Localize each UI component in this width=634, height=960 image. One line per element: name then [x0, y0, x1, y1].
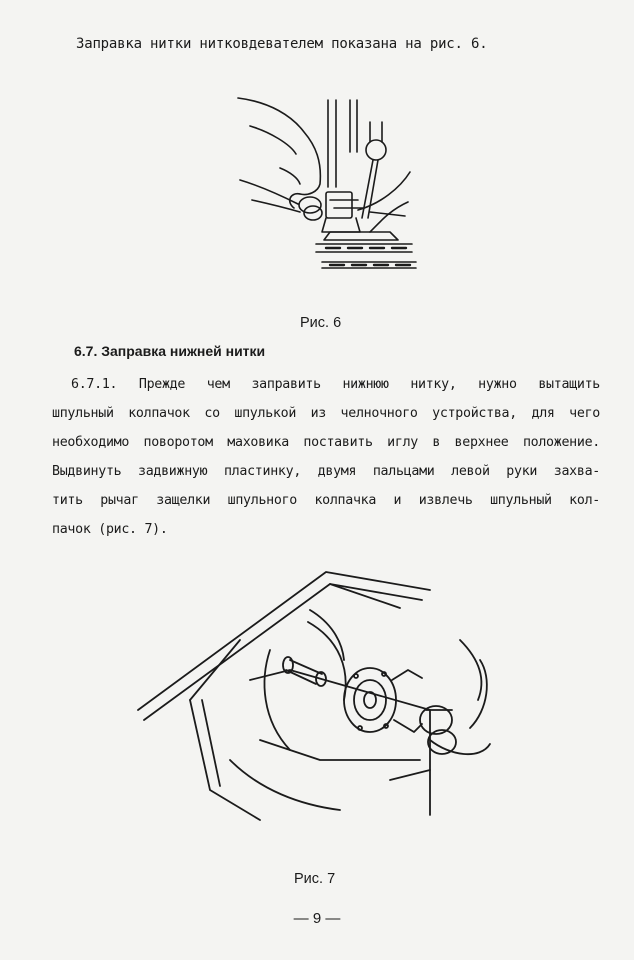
- figure-6-caption: Рис. 6: [300, 315, 342, 331]
- paragraph-line: Выдвинуть задвижную пластинку, двумя пальцами левой руки захва-: [52, 464, 600, 479]
- figure-7-illustration: [130, 560, 510, 830]
- section-heading: 6.7. Заправка нижней нитки: [74, 343, 266, 359]
- paragraph-line: шпульный колпачок со шпулькой из челночного устройства, для чего: [52, 406, 600, 421]
- figure-6-illustration: [230, 92, 430, 272]
- intro-text: Заправка нитки нитковдевателем показана на рис. 6.: [76, 36, 488, 52]
- paragraph-line: тить рычаг защелки шпульного колпачка и извлечь шпульный кол-: [52, 493, 600, 508]
- paragraph-line: 6.7.1. Прежде чем заправить нижнюю нитку, нужно вытащить: [71, 377, 600, 392]
- page-number: — 9 —: [293, 910, 341, 927]
- paragraph-line: необходимо поворотом маховика поставить иглу в верхнее положение.: [52, 435, 600, 450]
- figure-7-caption: Рис. 7: [294, 871, 336, 887]
- section-paragraph: [52, 370, 600, 544]
- paragraph-line: пачок (рис. 7).: [52, 522, 168, 537]
